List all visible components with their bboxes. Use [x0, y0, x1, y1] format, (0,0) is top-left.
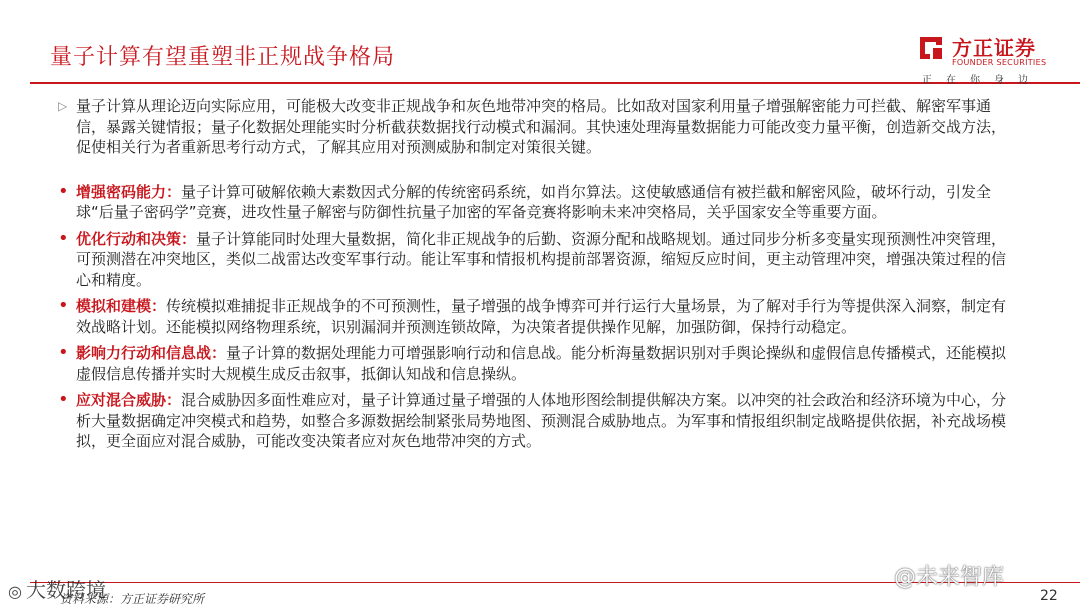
founder-logo: [916, 30, 1066, 85]
dot-bullet-icon: •: [58, 342, 69, 363]
list-item: [58, 182, 1018, 223]
dot-bullet-icon: •: [58, 389, 69, 410]
item-text: 量子计算可破解依赖大素数因式分解的传统密码系统，如肖尔算法。这使敏感通信有被拦截和解密风险，破坏行动，引发全球“后量子密码学”竞赛，进攻性量子解密与防御性抗量子加密的军备竞赛将影响未来冲突格局，关乎国家安全等重要方面。: [76, 182, 992, 221]
item-text: 混合威胁因多面性难应对，量子计算通过量子增强的人体地形图绘制提供解决方案。以冲突的社会政治和经济环境为中心，分析大量数据确定冲突模式和趋势，如整合多源数据绘制紧张局势地图、预测混合威胁地点。为军事和情报组织制定战略提供依据，补充战场模拟，更全面应对混合威胁，可能改变决策者应对灰色地带冲突的方式。: [76, 391, 1007, 450]
watermark-left: [8, 574, 106, 603]
item-term: 影响力行动和信息战：: [76, 344, 227, 362]
watermark-logo-icon: ◎: [8, 582, 22, 601]
dot-bullet-icon: •: [58, 180, 69, 202]
item-term: 应对混合威胁：: [76, 391, 182, 409]
item-text: 量子计算的数据处理能力可增强影响行动和信息战。能分析海量数据识别对手舆论操纵和虚假信息传播模式，还能模拟虚假信息传播并实时大规模生成反击叙事，抵御认知战和信息操纵。: [76, 344, 1007, 383]
item-text: 量子计算能同时处理大量数据，简化非正规战争的后勤、资源分配和战略规划。通过同步分析多变量实现预测性冲突管理，可预测潜在冲突地区，类似二战雷达改变军事行动。能让军事和情报机构提前部署资源，缩短反应时间，更主动管理冲突，增强决策过程的信心和精度。: [76, 229, 1007, 289]
triangle-bullet-icon: ▷: [58, 99, 68, 113]
watermark-left-text: 大数跨境: [25, 578, 106, 602]
page-number: 22: [1040, 588, 1058, 604]
dot-bullet-icon: •: [58, 295, 69, 316]
item-term: 增强密码能力：: [76, 182, 182, 201]
footer-source: 资料来源：方正证券研究所: [60, 592, 205, 606]
founder-logo-icon: [916, 33, 946, 63]
item-text: 传统模拟难捕捉非正规战争的不可预测性，量子增强的战争博弈可并行运行大量场景，为了解对手行为等提供深入洞察，制定有效战略计划。还能模拟网络物理系统，识别漏洞并预测连锁故障，为决策者提供操作见解，加强防御，保持行动稳定。: [76, 297, 1007, 336]
item-term: 模拟和建模：: [76, 297, 167, 315]
intro-text: 量子计算从理论迈向实际应用，可能极大改变非正规战争和灰色地带冲突的格局。比如敌对国家利用量子增强解密能力可拦截、解密军事通信，暴露关键情报；量子化数据处理能实时分析截获数据找行动模式和漏洞。其快速处理海量数据能力可能改变力量平衡，创造新交战方法，促使相关行为者重新思考行动方式，了解其应用对预测威胁和制定对策很关键。: [76, 97, 1007, 156]
intro-paragraph: [58, 96, 1018, 158]
watermark-right: @未来智库: [894, 565, 1005, 590]
list-item: [58, 229, 1018, 291]
content-body: [58, 96, 1018, 458]
logo-name-en: FOUNDER SECURITIES: [952, 58, 1047, 67]
list-item: [58, 296, 1018, 337]
logo-name-cn: 方正证券: [952, 36, 1036, 60]
item-term: 优化行动和决策：: [76, 229, 197, 248]
list-item: [58, 390, 1018, 452]
list-item: [58, 343, 1018, 384]
dot-bullet-icon: •: [58, 227, 69, 249]
logo-slogan: 正在你身边: [922, 75, 1042, 86]
page-title: 量子计算有望重塑非正规战争格局: [50, 45, 396, 70]
